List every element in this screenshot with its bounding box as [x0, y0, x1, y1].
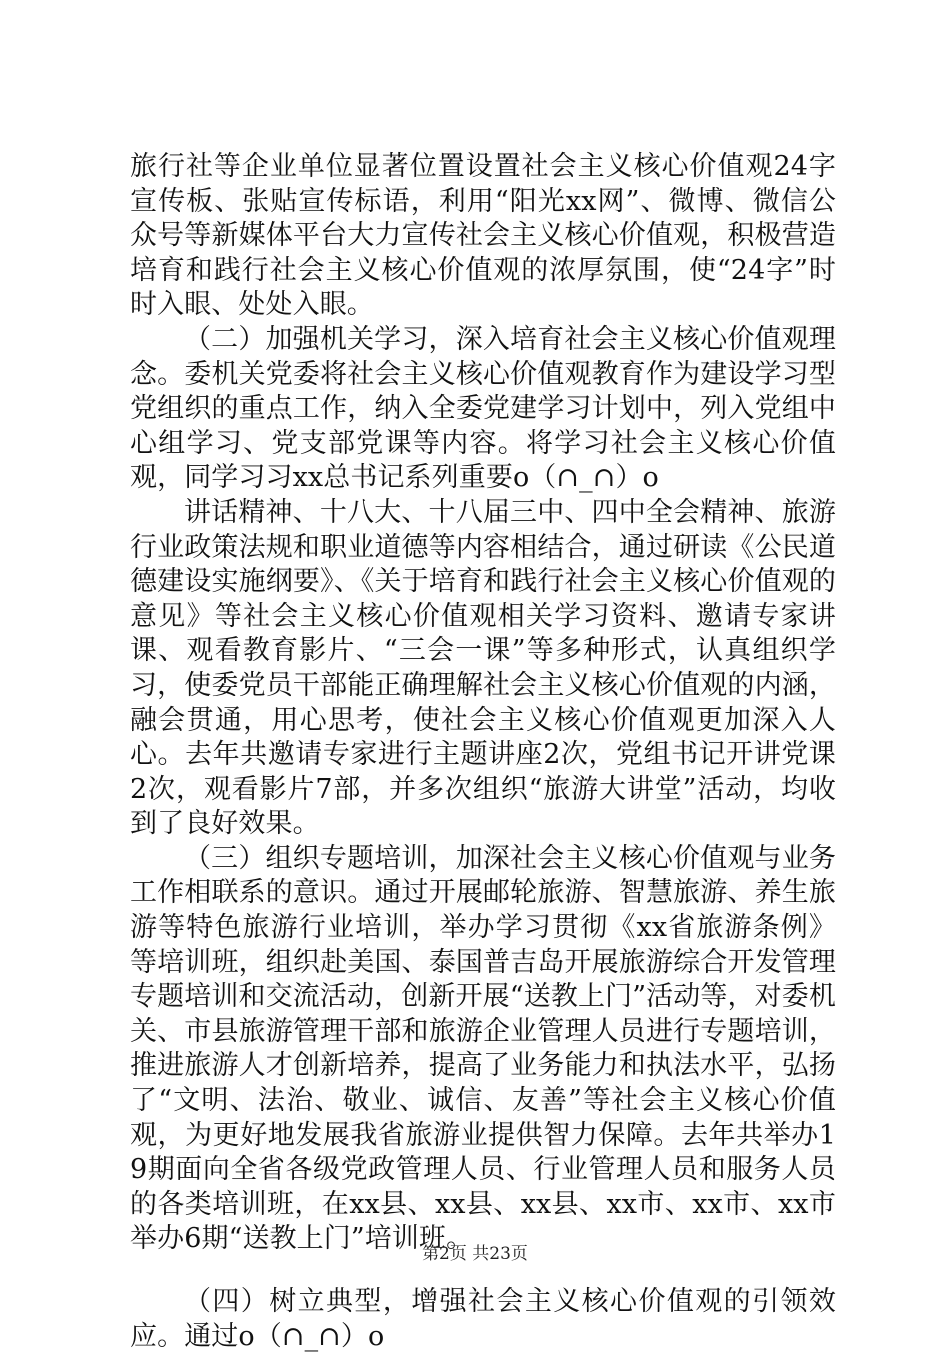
paragraph-5: （四）树立典型，增强社会主义核心价值观的引领效应。通过o（∩_∩）o: [130, 1286, 836, 1352]
paragraph-3: 讲话精神、十八大、十八届三中、四中全会精神、旅游行业政策法规和职业道德等内容相结合，通过研读《公民道德建设实施纲要》、《关于培育和践行社会主义核心价值观的意见》等社会主义核心价值观相关学习资料、邀请专家讲课、观看教育影片、“三会一课”等多种形式，认真组织学习，使委党员干部能正确理解社会主义核心价值观的内涵，融会贯通，用心思考，使社会主义核心价值观更加深入人心。去年共邀请专家进行主题讲座2次，党组书记开讲党课2次，观看影片7部，并多次组织“旅游大讲堂”活动，均收到了良好效果。: [130, 496, 836, 840]
paragraph-4: （三）组织专题培训，加深社会主义核心价值观与业务工作相联系的意识。通过开展邮轮旅游、智慧旅游、养生旅游等特色旅游行业培训，举办学习贯彻《xx省旅游条例》等培训班，组织赴美国、泰国普吉岛开展旅游综合开发管理专题培训和交流活动，创新开展“送教上门”活动等，对委机关、市县旅游管理干部和旅游企业管理人员进行专题培训，推进旅游人才创新培养，提高了业务能力和执法水平，弘扬了“文明、法治、敬业、诚信、友善”等社会主义核心价值观，为更好地发展我省旅游业提供智力保障。去年共举办19期面向全省各级党政管理人员、行业管理人员和服务人员的各类培训班，在xx县、xx县、xx县、xx市、xx市、xx市举办6期“送教上门”培训班。: [130, 842, 836, 1255]
page-number-footer: 第2页 共23页: [422, 1244, 528, 1264]
document-body: [130, 150, 836, 1354]
paragraph-1: 旅行社等企业单位显著位置设置社会主义核心价值观24字宣传板、张贴宣传标语，利用“阳光xx网”、微博、微信公众号等新媒体平台大力宣传社会主义核心价值观，积极营造培育和践行社会主义核心价值观的浓厚氛围，使“24字”时时入眼、处处入眼。: [130, 151, 836, 321]
paragraph-2: （二）加强机关学习，深入培育社会主义核心价值观理念。委机关党委将社会主义核心价值观教育作为建设学习型党组织的重点工作，纳入全委党建学习计划中，列入党组中心组学习、党支部党课等内容。将学习社会主义核心价值观，同学习习xx总书记系列重要o（∩_∩）o: [130, 323, 836, 494]
